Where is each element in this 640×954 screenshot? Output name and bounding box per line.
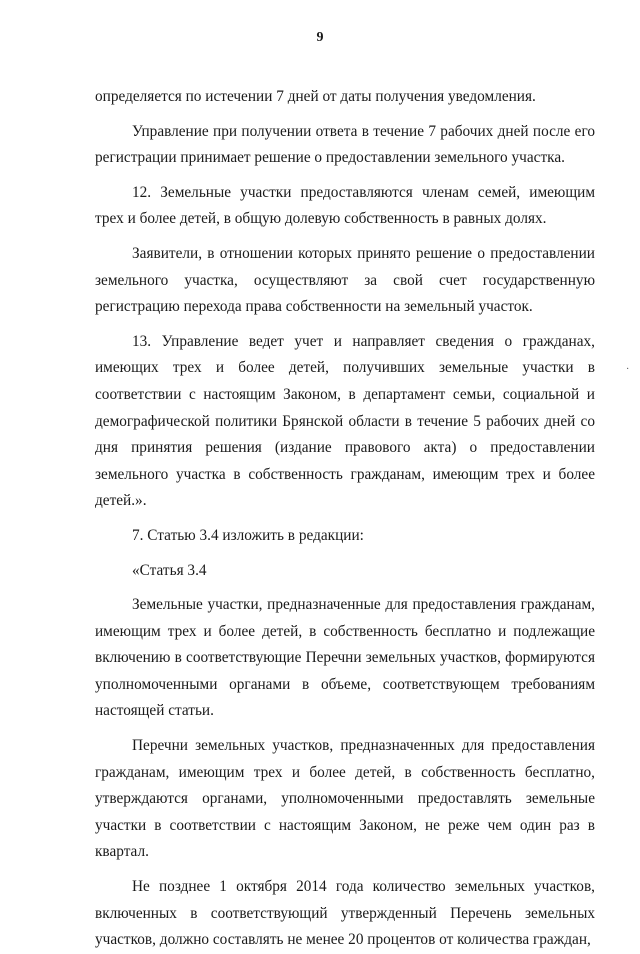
paragraph-applicants-registration: Заявители, в отношении которых принято решение о предоставлении земельного участка, осуществляют за свой счет государственную регистрацию перехода права собственности на земельный участок. [95,244,595,316]
paragraph-continuation: определяется по истечении 7 дней от даты получения уведомления. [95,88,536,105]
article-heading: «Статья 3.4 [132,561,207,579]
paragraph-deadline-2014: Не позднее 1 октября 2014 года количество земельных участков, включенных в соответствующий утвержденный Перечень земельных участков, должно составлять не менее 20 процентов от количества граждан, [95,878,595,949]
page-number: 9 [316,30,324,45]
paragraph-management-decision: Управление при получении ответа в течение 7 рабочих дней после его регистрации принимает решение о предоставлении земельного участка. [95,122,595,167]
paragraph-item-7: 7. Статью 3.4 изложить в редакции: [132,526,364,544]
paragraph-land-plots-formation: Земельные участки, предназначенные для предоставления гражданам, имеющим трех и более детей, в собственность бесплатно и подлежащие включению в соответствующие Перечни земельных участков, формируются уполномоченными органами в объеме, соответствующем требованиям настоящей статьи. [95,596,595,720]
paragraph-lists-approval: Перечни земельных участков, предназначенных для предоставления гражданам, имеющим трех и более детей, в собственность бесплатно, утверждаются органами, уполномоченными предоставлять земельные участки в соответствии с настоящим Законом, не реже чем один раз в квартал. [95,737,595,861]
document-body [95,84,595,954]
paragraph-item-12: 12. Земельные участки предоставляются членам семей, имеющим трех и более детей, в общую долевую собственность в равных долях. [95,183,595,228]
scan-speck: · [626,364,630,375]
paragraph-item-13: 13. Управление ведет учет и направляет сведения о гражданах, имеющих трех и более детей, получивших земельные участки в соответствии с настоящим Законом, в департамент семьи, социальной и демографической политики Брянской области в течение 5 рабочих дней со дня принятия решения (издание правового акта) о предоставлении земельного участка в собственность гражданам, имеющим трех и более детей.». [95,332,595,510]
